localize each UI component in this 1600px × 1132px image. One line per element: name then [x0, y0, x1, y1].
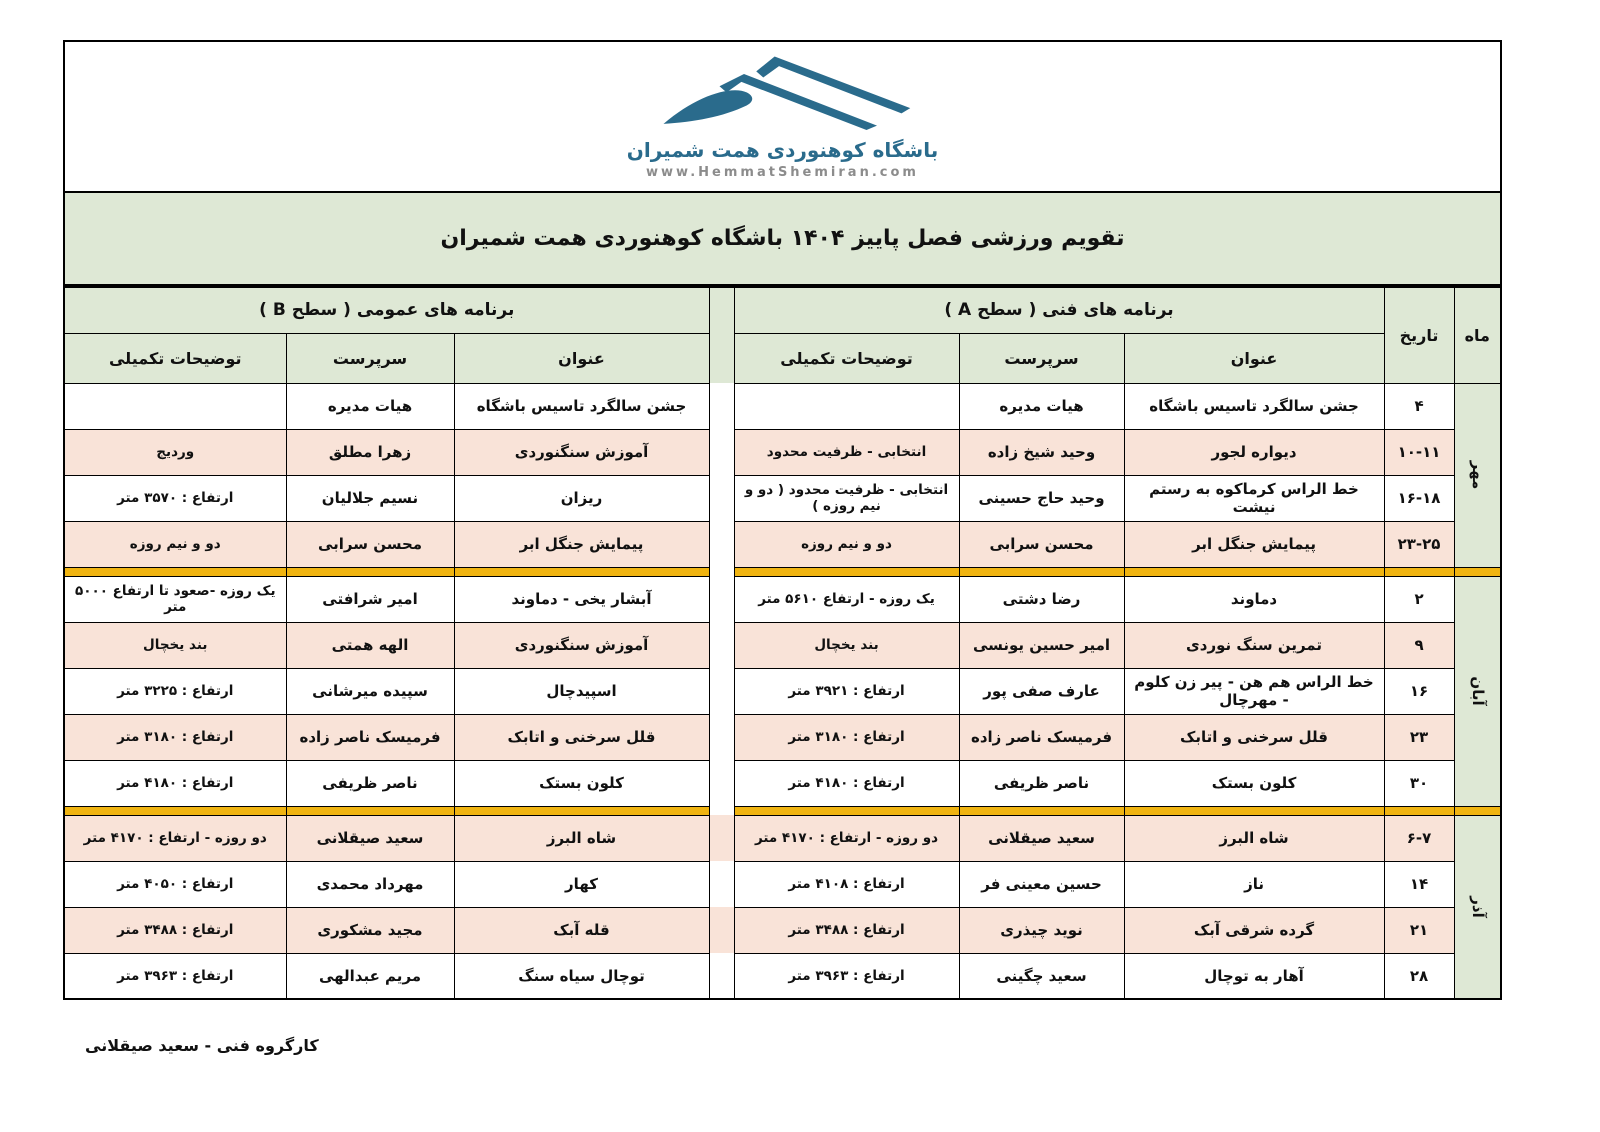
- notes-cell-b: ارتفاع : ۳۱۸۰ متر: [64, 714, 286, 760]
- gap-cell: [709, 668, 734, 714]
- separator-cell: [1454, 567, 1501, 576]
- notes-cell-a: دو و نیم روزه: [734, 521, 959, 567]
- program-row: [64, 815, 1501, 861]
- program-row: [64, 907, 1501, 953]
- leader-cell-b: مریم عبدالهی: [286, 953, 454, 999]
- program-row: [64, 953, 1501, 999]
- program-title-cell-b: کلون بستک: [454, 760, 709, 806]
- gap-cell: [709, 815, 734, 861]
- program-title-cell-a: جشن سالگرد تاسیس باشگاه: [1124, 383, 1384, 429]
- date-cell: ۲۸: [1384, 953, 1454, 999]
- separator-cell: [1384, 567, 1454, 576]
- month-label: آبان: [1468, 676, 1487, 706]
- program-title-cell-b: اسپیدچال: [454, 668, 709, 714]
- program-row: [64, 760, 1501, 806]
- club-name: باشگاه کوهنوردی همت شمیران: [626, 138, 939, 162]
- logo-header-box: [63, 40, 1502, 193]
- notes-cell-a: ارتفاع : ۳۹۲۱ متر: [734, 668, 959, 714]
- gap-cell: [709, 861, 734, 907]
- title-column-header-a: عنوان: [1124, 333, 1384, 383]
- program-row: [64, 475, 1501, 521]
- notes-column-header-a: توضیحات تکمیلی: [734, 333, 959, 383]
- program-row: [64, 576, 1501, 622]
- program-row: [64, 668, 1501, 714]
- leader-cell-a: وحید حاج حسینی: [959, 475, 1124, 521]
- gap-cell: [709, 383, 734, 429]
- month-separator-band: [64, 806, 1501, 815]
- date-cell: ۱۶: [1384, 668, 1454, 714]
- notes-cell-a: [734, 383, 959, 429]
- month-cell: [1454, 576, 1501, 806]
- leader-cell-b: هیات مدیره: [286, 383, 454, 429]
- separator-cell: [454, 567, 709, 576]
- notes-cell-b: دو روزه - ارتفاع : ۴۱۷۰ متر: [64, 815, 286, 861]
- leader-cell-b: مهرداد محمدی: [286, 861, 454, 907]
- separator-cell: [734, 806, 959, 815]
- date-cell: ۳۰: [1384, 760, 1454, 806]
- program-row: [64, 861, 1501, 907]
- leader-cell-a: محسن سرابی: [959, 521, 1124, 567]
- date-cell: ۱۶-۱۸: [1384, 475, 1454, 521]
- month-cell: [1454, 383, 1501, 567]
- gap-cell: [709, 576, 734, 622]
- leader-cell-b: امیر شرافتی: [286, 576, 454, 622]
- date-cell: ۲۳-۲۵: [1384, 521, 1454, 567]
- notes-cell-a: ارتفاع : ۳۱۸۰ متر: [734, 714, 959, 760]
- program-title-cell-a: کلون بستک: [1124, 760, 1384, 806]
- section-b-header: برنامه های عمومی ( سطح B ): [64, 287, 709, 333]
- leader-cell-a: سعید صیقلانی: [959, 815, 1124, 861]
- program-title-cell-b: قلل سرخنی و اتابک: [454, 714, 709, 760]
- month-cell: [1454, 815, 1501, 999]
- separator-cell: [959, 806, 1124, 815]
- program-title-cell-b: آموزش سنگنوردی: [454, 429, 709, 475]
- leader-cell-b: فرمیسک ناصر زاده: [286, 714, 454, 760]
- separator-cell: [454, 806, 709, 815]
- leader-cell-b: محسن سرابی: [286, 521, 454, 567]
- separator-cell: [64, 806, 286, 815]
- leader-cell-b: سعید صیقلانی: [286, 815, 454, 861]
- program-title-cell-a: خط الراس کرماکوه به رستم نیشت: [1124, 475, 1384, 521]
- program-row: [64, 714, 1501, 760]
- gap-cell: [709, 622, 734, 668]
- gap-cell: [709, 475, 734, 521]
- leader-column-header-a: سرپرست: [959, 333, 1124, 383]
- leader-cell-a: هیات مدیره: [959, 383, 1124, 429]
- notes-cell-b: ارتفاع : ۳۹۶۳ متر: [64, 953, 286, 999]
- leader-cell-a: امیر حسین یونسی: [959, 622, 1124, 668]
- program-title-cell-a: پیمایش جنگل ابر: [1124, 521, 1384, 567]
- notes-cell-a: انتخابی - ظرفیت محدود: [734, 429, 959, 475]
- date-column-header: تاریخ: [1384, 287, 1454, 383]
- date-cell: ۱۰-۱۱: [1384, 429, 1454, 475]
- notes-cell-b: [64, 383, 286, 429]
- gap-cell: [709, 953, 734, 999]
- mountain-logo-icon: [650, 53, 915, 137]
- separator-cell: [734, 567, 959, 576]
- program-title-cell-b: کهار: [454, 861, 709, 907]
- program-title-cell-b: ریزان: [454, 475, 709, 521]
- separator-cell: [286, 806, 454, 815]
- notes-cell-a: بند یخچال: [734, 622, 959, 668]
- program-title-cell-a: گرده شرقی آبک: [1124, 907, 1384, 953]
- gap-cell: [709, 429, 734, 475]
- website-url: www.HemmatShemiran.com: [646, 165, 919, 180]
- notes-cell-b: یک روزه -صعود تا ارتفاع ۵۰۰۰ متر: [64, 576, 286, 622]
- separator-cell: [64, 567, 286, 576]
- program-title-cell-a: دماوند: [1124, 576, 1384, 622]
- program-title-cell-b: توچال سیاه سنگ: [454, 953, 709, 999]
- notes-cell-a: دو روزه - ارتفاع : ۴۱۷۰ متر: [734, 815, 959, 861]
- date-cell: ۹: [1384, 622, 1454, 668]
- program-row: [64, 622, 1501, 668]
- footer-credit: کارگروه فنی - سعید صیقلانی: [85, 1036, 319, 1055]
- program-title-cell-b: پیمایش جنگل ابر: [454, 521, 709, 567]
- notes-cell-b: دو و نیم روزه: [64, 521, 286, 567]
- notes-cell-b: بند یخچال: [64, 622, 286, 668]
- leader-cell-b: ناصر ظریفی: [286, 760, 454, 806]
- date-cell: ۲۳: [1384, 714, 1454, 760]
- month-separator-band: [64, 567, 1501, 576]
- program-title-cell-a: آهار به توچال: [1124, 953, 1384, 999]
- leader-cell-b: نسیم جلالیان: [286, 475, 454, 521]
- notes-cell-a: ارتفاع : ۴۱۰۸ متر: [734, 861, 959, 907]
- program-row: [64, 429, 1501, 475]
- notes-cell-b: ارتفاع : ۴۰۵۰ متر: [64, 861, 286, 907]
- separator-cell: [1124, 806, 1384, 815]
- program-title-cell-a: تمرین سنگ نوردی: [1124, 622, 1384, 668]
- notes-column-header-b: توضیحات تکمیلی: [64, 333, 286, 383]
- separator-cell: [959, 567, 1124, 576]
- notes-cell-a: ارتفاع : ۳۴۸۸ متر: [734, 907, 959, 953]
- program-title-cell-b: آموزش سنگنوردی: [454, 622, 709, 668]
- leader-cell-a: رضا دشتی: [959, 576, 1124, 622]
- gap-cell: [709, 714, 734, 760]
- leader-cell-a: نوید چیذری: [959, 907, 1124, 953]
- notes-cell-b: ارتفاع : ۴۱۸۰ متر: [64, 760, 286, 806]
- date-cell: ۶-۷: [1384, 815, 1454, 861]
- gap-cell: [709, 806, 734, 815]
- notes-cell-a: یک روزه - ارتفاع ۵۶۱۰ متر: [734, 576, 959, 622]
- separator-cell: [1454, 806, 1501, 815]
- leader-cell-a: عارف صفی پور: [959, 668, 1124, 714]
- leader-cell-a: سعید چگینی: [959, 953, 1124, 999]
- program-title-cell-a: ناز: [1124, 861, 1384, 907]
- column-header-row: [64, 333, 1501, 383]
- separator-cell: [1384, 806, 1454, 815]
- notes-cell-b: ارتفاع : ۳۵۷۰ متر: [64, 475, 286, 521]
- date-cell: ۲: [1384, 576, 1454, 622]
- programs-tbody: [64, 383, 1501, 999]
- leader-cell-a: فرمیسک ناصر زاده: [959, 714, 1124, 760]
- notes-cell-b: وردیج: [64, 429, 286, 475]
- notes-cell-a: ارتفاع : ۴۱۸۰ متر: [734, 760, 959, 806]
- month-column-header: ماه: [1454, 287, 1501, 383]
- gap-cell: [709, 521, 734, 567]
- gap-cell: [709, 907, 734, 953]
- notes-cell-a: انتخابی - ظرفیت محدود ( دو و نیم روزه ): [734, 475, 959, 521]
- program-title-cell-b: شاه البرز: [454, 815, 709, 861]
- leader-cell-a: ناصر ظریفی: [959, 760, 1124, 806]
- leader-cell-b: زهرا مطلق: [286, 429, 454, 475]
- date-cell: ۱۴: [1384, 861, 1454, 907]
- title-column-header-b: عنوان: [454, 333, 709, 383]
- separator-cell: [286, 567, 454, 576]
- leader-cell-a: حسین معینی فر: [959, 861, 1124, 907]
- section-header-row: [64, 287, 1501, 333]
- leader-cell-a: وحید شیخ زاده: [959, 429, 1124, 475]
- program-row: [64, 521, 1501, 567]
- date-cell: ۴: [1384, 383, 1454, 429]
- notes-cell-b: ارتفاع : ۳۲۲۵ متر: [64, 668, 286, 714]
- program-title-cell-a: دیواره لجور: [1124, 429, 1384, 475]
- program-title-cell-b: آبشار یخی - دماوند: [454, 576, 709, 622]
- date-cell: ۲۱: [1384, 907, 1454, 953]
- program-row: [64, 383, 1501, 429]
- leader-column-header-b: سرپرست: [286, 333, 454, 383]
- gap-column: [709, 333, 734, 383]
- month-label: مهر: [1468, 460, 1487, 490]
- leader-cell-b: مجید مشکوری: [286, 907, 454, 953]
- program-title-cell-a: خط الراس هم هن - پیر زن کلوم - مهرچال: [1124, 668, 1384, 714]
- leader-cell-b: سپیده میرشانی: [286, 668, 454, 714]
- program-title-cell-b: قله آبک: [454, 907, 709, 953]
- month-label: آذر: [1468, 896, 1487, 918]
- gap-cell: [709, 760, 734, 806]
- program-title-cell-a: شاه البرز: [1124, 815, 1384, 861]
- separator-cell: [1124, 567, 1384, 576]
- gap-cell: [709, 567, 734, 576]
- gap-column: [709, 287, 734, 333]
- calendar-table: [63, 286, 1502, 1000]
- section-a-header: برنامه های فنی ( سطح A ): [734, 287, 1384, 333]
- notes-cell-b: ارتفاع : ۳۴۸۸ متر: [64, 907, 286, 953]
- notes-cell-a: ارتفاع : ۳۹۶۳ متر: [734, 953, 959, 999]
- document-page: [63, 40, 1502, 1055]
- page-title: تقویم ورزشی فصل پاییز ۱۴۰۴ باشگاه کوهنوردی همت شمیران: [63, 193, 1502, 286]
- leader-cell-b: الهه همتی: [286, 622, 454, 668]
- program-title-cell-a: قلل سرخنی و اتابک: [1124, 714, 1384, 760]
- program-title-cell-b: جشن سالگرد تاسیس باشگاه: [454, 383, 709, 429]
